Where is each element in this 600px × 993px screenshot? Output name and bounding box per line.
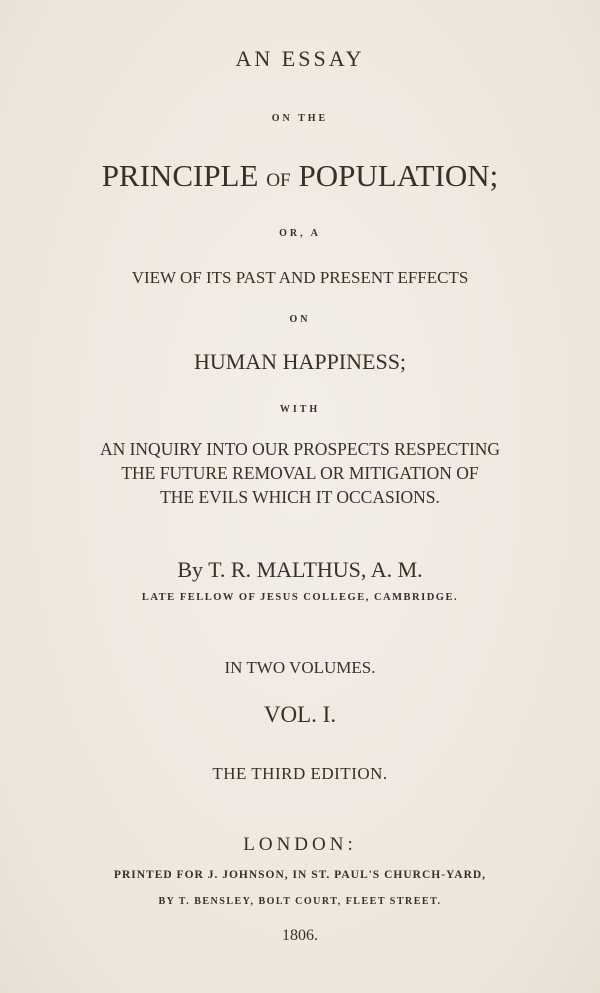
inquiry-line-1: AN INQUIRY INTO OUR PROSPECTS RESPECTING: [99, 439, 501, 459]
title-of: OF: [266, 170, 291, 191]
author: By T. R. MALTHUS, A. M.: [177, 557, 423, 582]
heading-an-essay: AN ESSAY: [235, 46, 365, 71]
author-note: LATE FELLOW OF JESUS COLLEGE, CAMBRIDGE.: [141, 592, 459, 603]
inquiry-line-3: THE EVILS WHICH IT OCCASIONS.: [160, 487, 440, 507]
with: WITH: [279, 404, 321, 415]
city: LONDON:: [243, 834, 357, 855]
printer-line-1: PRINTED FOR J. JOHNSON, IN ST. PAUL'S CHURCH-YARD,: [113, 869, 487, 881]
on: ON: [289, 314, 311, 325]
volume: VOL. I.: [263, 702, 337, 727]
edition: THE THIRD EDITION.: [212, 764, 388, 783]
subtitle-happiness: HUMAN HAPPINESS;: [193, 349, 407, 374]
printer-line-2: BY T. BENSLEY, BOLT COURT, FLEET STREET.: [158, 896, 442, 907]
main-title: [0, 160, 600, 191]
subtitle-view: VIEW OF ITS PAST AND PRESENT EFFECTS: [131, 268, 469, 287]
inquiry-line-2: THE FUTURE REMOVAL OR MITIGATION OF: [121, 463, 479, 483]
year: 1806.: [282, 927, 318, 944]
on-the: ON THE: [271, 113, 329, 124]
volumes: IN TWO VOLUMES.: [224, 658, 376, 677]
title-part-b: POPULATION;: [298, 158, 499, 193]
or-a: OR, A: [279, 228, 321, 239]
title-part-a: PRINCIPLE: [101, 158, 259, 193]
